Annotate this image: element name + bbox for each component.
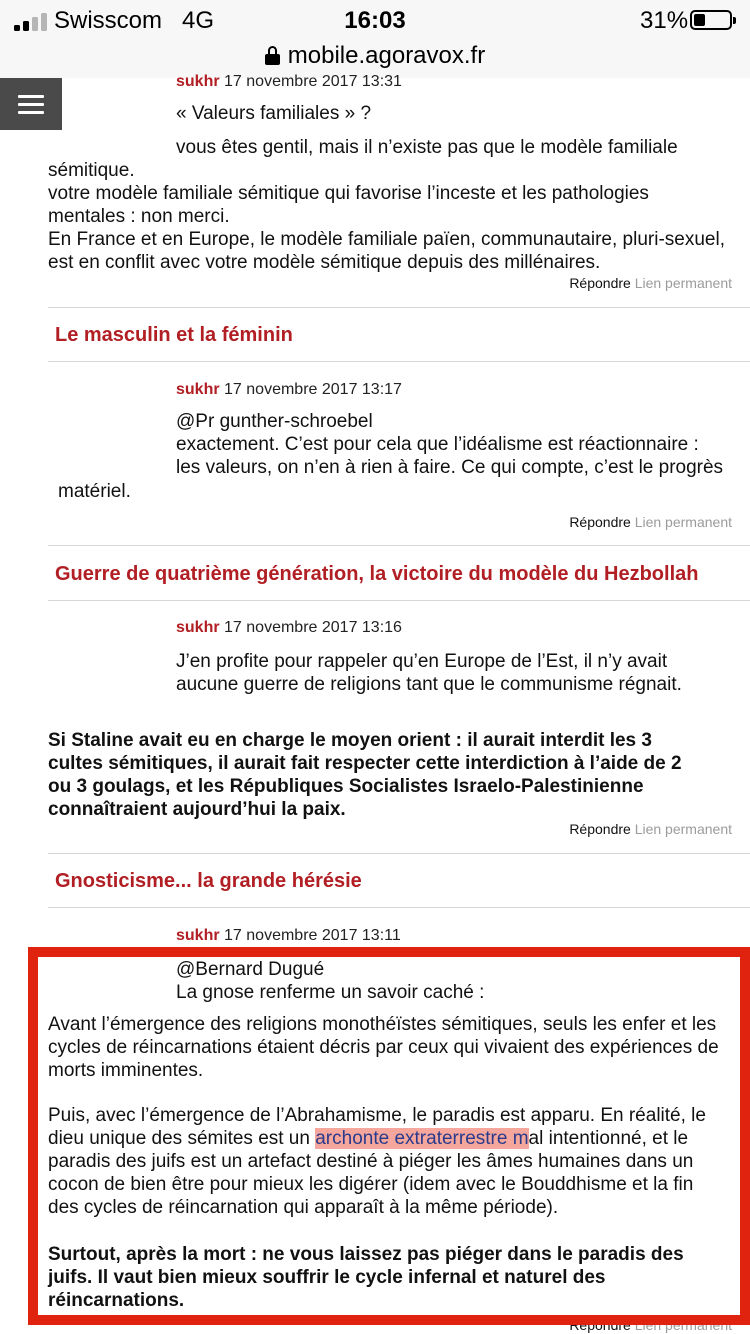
comment-text: matériel. (58, 481, 131, 502)
comment-text: J’en profite pour rappeler qu’en Europe de l’Est, il n’y avait (176, 651, 668, 672)
comment-text: @Bernard Dugué (176, 959, 325, 980)
comment-text-segment: al intentionné, et le (528, 1128, 689, 1149)
comment-text: les valeurs, on n’en à rien à faire. Ce qui compte, c’est le progrès (176, 457, 724, 478)
comment-text: cocon de bien être pour mieux les digérer (idem avec le Bouddhisme et la fin (48, 1174, 694, 1195)
carrier-name: Swisscom (54, 7, 163, 34)
comment-text: vous êtes gentil, mais il n’existe pas que le modèle familiale (176, 137, 678, 158)
comment-text: votre modèle familiale sémitique qui favorise l’inceste et les pathologies (48, 183, 649, 204)
divider (48, 907, 750, 908)
comment-bold-text: juifs. Il vaut bien mieux souffrir le cycle infernal et naturel des (48, 1267, 606, 1288)
comment-author[interactable]: sukhr (176, 619, 220, 636)
divider (48, 361, 750, 362)
comment-text: exactement. C’est pour cela que l’idéalisme est réactionnaire : (176, 434, 699, 455)
highlighted-text: archonte extraterrestre m (315, 1128, 529, 1149)
comment-bold-text: réincarnations. (48, 1290, 185, 1311)
comment-text: « Valeurs familiales » ? (176, 103, 372, 124)
reply-link[interactable]: Répondre (569, 514, 631, 530)
permalink-link[interactable]: Lien permanent (634, 1317, 732, 1333)
url-text[interactable]: mobile.agoravox.fr (287, 42, 486, 69)
comment-author-line (176, 380, 402, 400)
divider (48, 545, 750, 546)
comment-author[interactable]: sukhr (176, 381, 220, 398)
comment-date: 17 novembre 2017 13:16 (224, 619, 402, 636)
divider (48, 853, 750, 854)
comment-text: @Pr gunther-schroebel (176, 411, 373, 432)
permalink-link[interactable]: Lien permanent (634, 275, 732, 291)
thread-title-link[interactable]: Guerre de quatrième génération, la victoire du modèle du Hezbollah (55, 563, 699, 585)
divider (48, 307, 750, 308)
comment-bold-text: Si Staline avait eu en charge le moyen orient : il aurait interdit les 3 (48, 730, 652, 751)
comment-text: morts imminentes. (48, 1060, 204, 1081)
comment-bold-text: Surtout, après la mort : ne vous laissez pas piéger dans le paradis des (48, 1244, 684, 1265)
comment-date: 17 novembre 2017 13:31 (224, 73, 402, 90)
comment-text: des cycles de réincarnation qui apparaît à la même période). (48, 1197, 559, 1218)
comment-text: Avant l’émergence des religions monothéïstes sémitiques, seuls les enfer et les (48, 1014, 717, 1035)
comment-text: Puis, avec l’émergence de l’Abrahamisme, le paradis est apparu. En réalité, le (48, 1105, 706, 1126)
comment-author-line (176, 618, 402, 638)
comment-text: sémitique. (48, 160, 135, 181)
permalink-link[interactable]: Lien permanent (634, 514, 732, 530)
thread-title-link[interactable]: Le masculin et la féminin (55, 324, 293, 346)
comment-actions (569, 513, 732, 531)
comment-author[interactable]: sukhr (176, 927, 220, 944)
battery-icon (690, 10, 732, 30)
annotation-highlight-box (28, 947, 750, 1325)
clock: 16:03 (344, 7, 406, 34)
comment-text-segment: dieu unique des sémites est un (48, 1128, 316, 1149)
reply-link[interactable]: Répondre (569, 275, 631, 291)
thread-title-link[interactable]: Gnosticisme... la grande hérésie (55, 870, 362, 892)
comment-date: 17 novembre 2017 13:17 (224, 381, 402, 398)
comment-text: cycles de réincarnations étaient décris par ceux qui vivaient des expériences de (48, 1037, 719, 1058)
battery-percent: 31% (640, 7, 689, 34)
reply-link[interactable]: Répondre (569, 1317, 631, 1333)
comment-text: En France et en Europe, le modèle familiale païen, communautaire, pluri-sexuel, (48, 229, 725, 250)
hamburger-menu-button[interactable] (0, 78, 62, 130)
lock-icon (265, 46, 280, 64)
status-bar (0, 0, 750, 42)
comment-actions (569, 274, 732, 292)
comment-author-line (176, 926, 401, 946)
comment-author-line (176, 72, 402, 92)
comment-bold-text: connaîtraient aujourd’hui la paix. (48, 799, 346, 820)
permalink-link[interactable]: Lien permanent (634, 821, 732, 837)
comment-actions (569, 820, 732, 838)
hamburger-menu-icon (18, 95, 44, 98)
network-type: 4G (182, 7, 215, 34)
divider (48, 600, 750, 601)
comment-text: paradis des juifs est un artefact destiné à piéger les âmes humaines dans un (48, 1151, 694, 1172)
reply-link[interactable]: Répondre (569, 821, 631, 837)
comment-text: est en conflit avec votre modèle sémitique depuis des millénaires. (48, 252, 601, 273)
comment-text: aucune guerre de religions tant que le communisme régnait. (176, 674, 682, 695)
comment-date: 17 novembre 2017 13:11 (224, 927, 401, 944)
comment-text: La gnose renferme un savoir caché : (176, 982, 485, 1003)
battery-level (694, 14, 705, 26)
comment-bold-text: cultes sémitiques, il aurait fait respecter cette interdiction à l’aide de 2 (48, 753, 682, 774)
comment-text: mentales : non merci. (48, 206, 230, 227)
comment-bold-text: ou 3 goulags, et les Républiques Socialistes Israelo-Palestinienne (48, 776, 644, 797)
comment-author[interactable]: sukhr (176, 73, 220, 90)
